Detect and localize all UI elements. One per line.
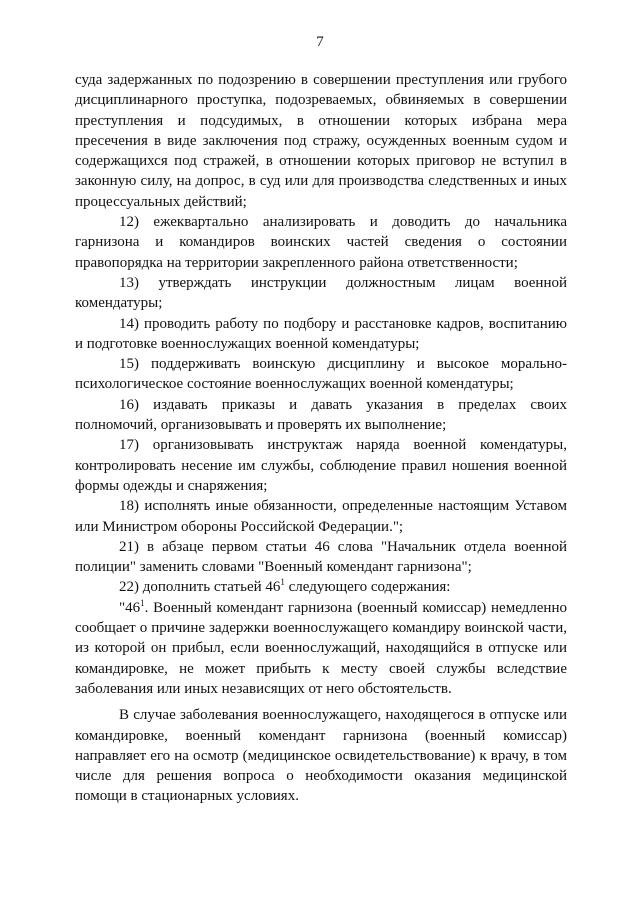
amendment-22-text: 22) дополнить статьей 46: [119, 579, 281, 596]
article-superscript: 1: [280, 577, 285, 588]
document-body: [75, 70, 567, 807]
paragraph-amendment-21: 21) в абзаце первом статьи 46 слова "Начальник отдела военной полиции" заменить словами "Военный комендант гарнизона";: [75, 538, 567, 576]
paragraph-item-18: 18) исполнять иные обязанности, определенные настоящим Уставом или Министром обороны Российской Федерации.";: [75, 498, 567, 535]
paragraph-illness-case: В случае заболевания военнослужащего, находящегося в отпуске или командировке, военный комендант гарнизона (военный комиссар) направляет его на осмотр (медицинское освидетельствование) к врачу, в том числе для решения вопроса о необходимости оказания медицинской помощи в стационарных условиях.: [75, 707, 567, 805]
paragraph-item-13: 13) утверждать инструкции должностным лицам военной комендатуры;: [75, 274, 567, 312]
paragraph-amendment-22: [75, 577, 567, 597]
paragraph-item-16: 16) издавать приказы и давать указания в пределах своих полномочий, организовывать и проверять их выполнение;: [75, 396, 567, 434]
paragraph-item-12: 12) ежеквартально анализировать и доводить до начальника гарнизона и командиров воинских частей сведения о состоянии правопорядка на территории закрепленного района ответственности;: [75, 214, 567, 271]
amendment-22-text-end: следующего содержания:: [284, 579, 451, 596]
paragraph-item-14: 14) проводить работу по подбору и расстановке кадров, воспитанию и подготовке военнослужащих военной комендатуры;: [75, 315, 567, 352]
paragraph-item-17: 17) организовывать инструктаж наряда военной комендатуры, контролировать несение им службы, соблюдение правил ношения военной формы одежды и снаряжения;: [75, 437, 567, 494]
paragraph-article-46-1: [75, 598, 567, 699]
paragraph-continuation: суда задержанных по подозрению в совершении преступления или грубого дисциплинарного проступка, подозреваемых, обвиняемых в совершении преступления и подсудимых, в отношении которых избрана мера пресечения в виде заключения под стражу, осужденных военным судом и содержащихся под стражей, в отношении которых приговор не вступил в законную силу, на допрос, в суд или для производства следственных и иных процессуальных действий;: [75, 72, 567, 210]
article-number: "46: [119, 599, 141, 616]
article-text: . Военный комендант гарнизона (военный комиссар) немедленно сообщает о причине задержки военнослужащего командиру воинской части, из которой он прибыл, если военнослужащий, находящийся в отпуске или командировке, не может прибыть к месту своей службы вследствие заболевания или иных независящих от него обстоятельств.: [75, 599, 567, 697]
paragraph-item-15: 15) поддерживать воинскую дисциплину и высокое морально-психологическое состояние военнослужащих военной комендатуры;: [75, 356, 567, 393]
article-superscript: 1: [140, 597, 145, 608]
page-number: 7: [316, 34, 324, 50]
